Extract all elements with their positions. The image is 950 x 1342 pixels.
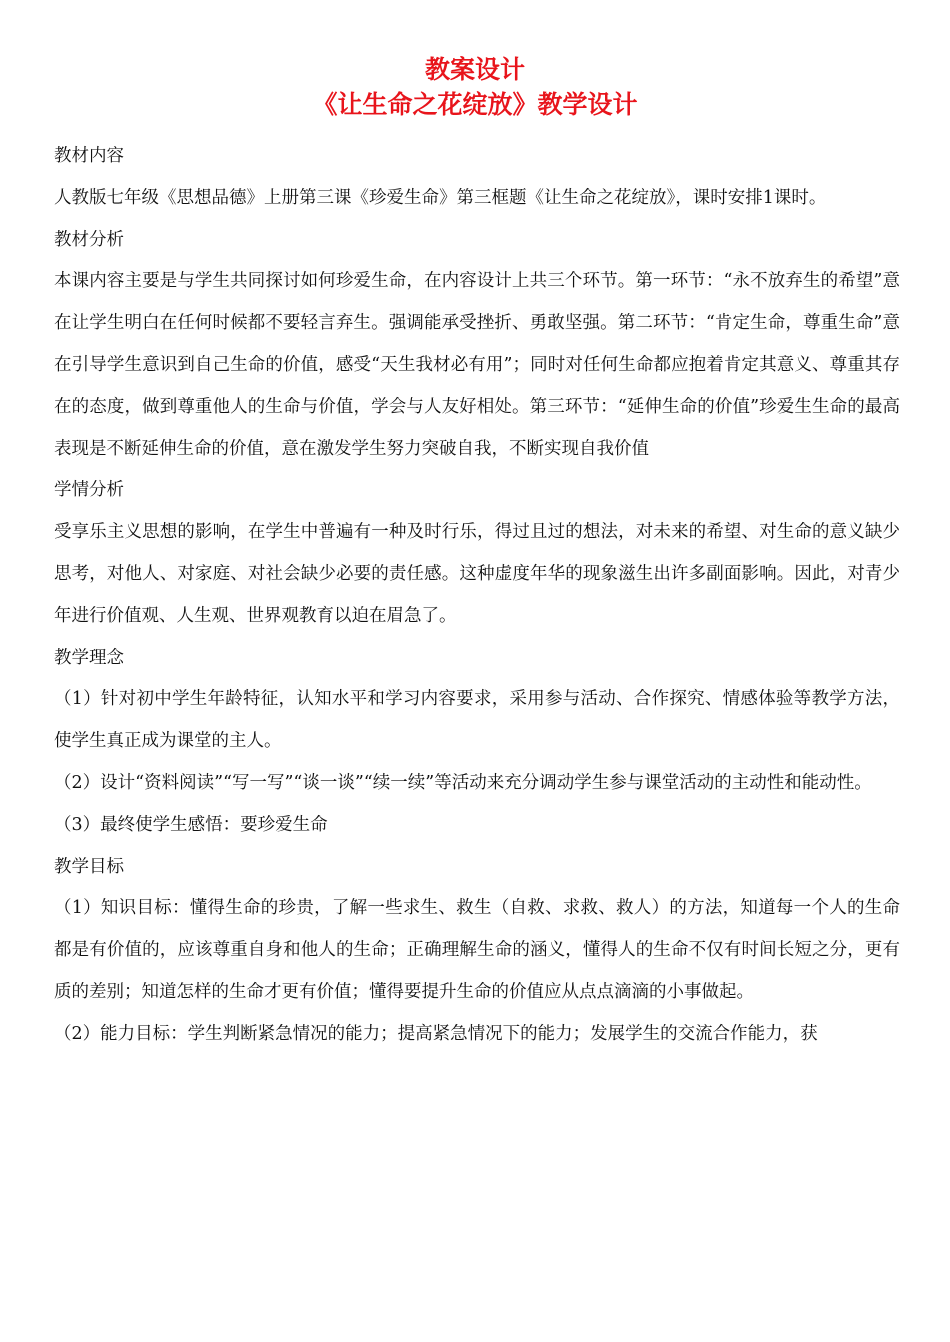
section-heading-student-analysis: 学情分析	[54, 480, 124, 501]
title-block	[0, 52, 950, 122]
paragraph-objective-ability: （2）能力目标：学生判断紧急情况的能力；提高紧急情况下的能力；发展学生的交流合作能力，获	[54, 1023, 818, 1044]
document-subtitle: 《让生命之花绽放》教学设计	[312, 90, 638, 119]
section-heading-teaching-philosophy: 教学理念	[54, 647, 124, 668]
section-heading-textbook-content: 教材内容	[54, 146, 124, 166]
paragraph-student-analysis: 受享乐主义思想的影响，在学生中普遍有一种及时行乐，得过且过的想法，对未来的希望、对生命的意义缺少思考，对他人、对家庭、对社会缺少必要的责任感。这种虚度年华的现象滋生出许多副面影响。因此，对青少年进行价值观、人生观、世界观教育以迫在眉急了。	[54, 522, 900, 626]
paragraph-philosophy-3: （3）最终使学生感悟：要珍爱生命	[54, 814, 328, 835]
section-heading-teaching-objectives: 教学目标	[54, 856, 124, 877]
paragraph-textbook-analysis: 本课内容主要是与学生共同探讨如何珍爱生命，在内容设计上共三个环节。第一环节：“永不放弃生的希望”意在让学生明白在任何时候都不要轻言弃生。强调能承受挫折、勇敢坚强。第二环节：“肯定生命，尊重生命”意在引导学生意识到自己生命的价值，感受“天生我材必有用”；同时对任何生命都应抱着肯定其意义、尊重其存在的态度，做到尊重他人的生命与价值，学会与人友好相处。第三环节：“延伸生命的价值”珍爱生生命的最高表现是不断延伸生命的价值，意在激发学生努力突破自我，不断实现自我价值	[54, 271, 900, 459]
document-title: 教案设计	[424, 55, 525, 84]
paragraph-philosophy-1: （1）针对初中学生年龄特征，认知水平和学习内容要求，采用参与活动、合作探究、情感体验等教学方法，使学生真正成为课堂的主人。	[54, 689, 900, 752]
section-heading-textbook-analysis: 教材分析	[54, 229, 124, 250]
document-body	[54, 136, 900, 1056]
paragraph-textbook-content: 人教版七年级《思想品德》上册第三课《珍爱生命》第三框题《让生命之花绽放》，课时安排1课时。	[54, 187, 827, 208]
paragraph-objective-knowledge: （1）知识目标：懂得生命的珍贵，了解一些求生、救生（自救、求救、救人）的方法，知道每一个人的生命都是有价值的，应该尊重自身和他人的生命；正确理解生命的涵义，懂得人的生命不仅有时间长短之分，更有质的差别；知道怎样的生命才更有价值；懂得要提升生命的价值应从点点滴滴的小事做起。	[54, 898, 900, 1002]
paragraph-philosophy-2: （2）设计“资料阅读”“写一写”“谈一谈”“续一续”等活动来充分调动学生参与课堂活动的主动性和能动性。	[54, 772, 872, 793]
